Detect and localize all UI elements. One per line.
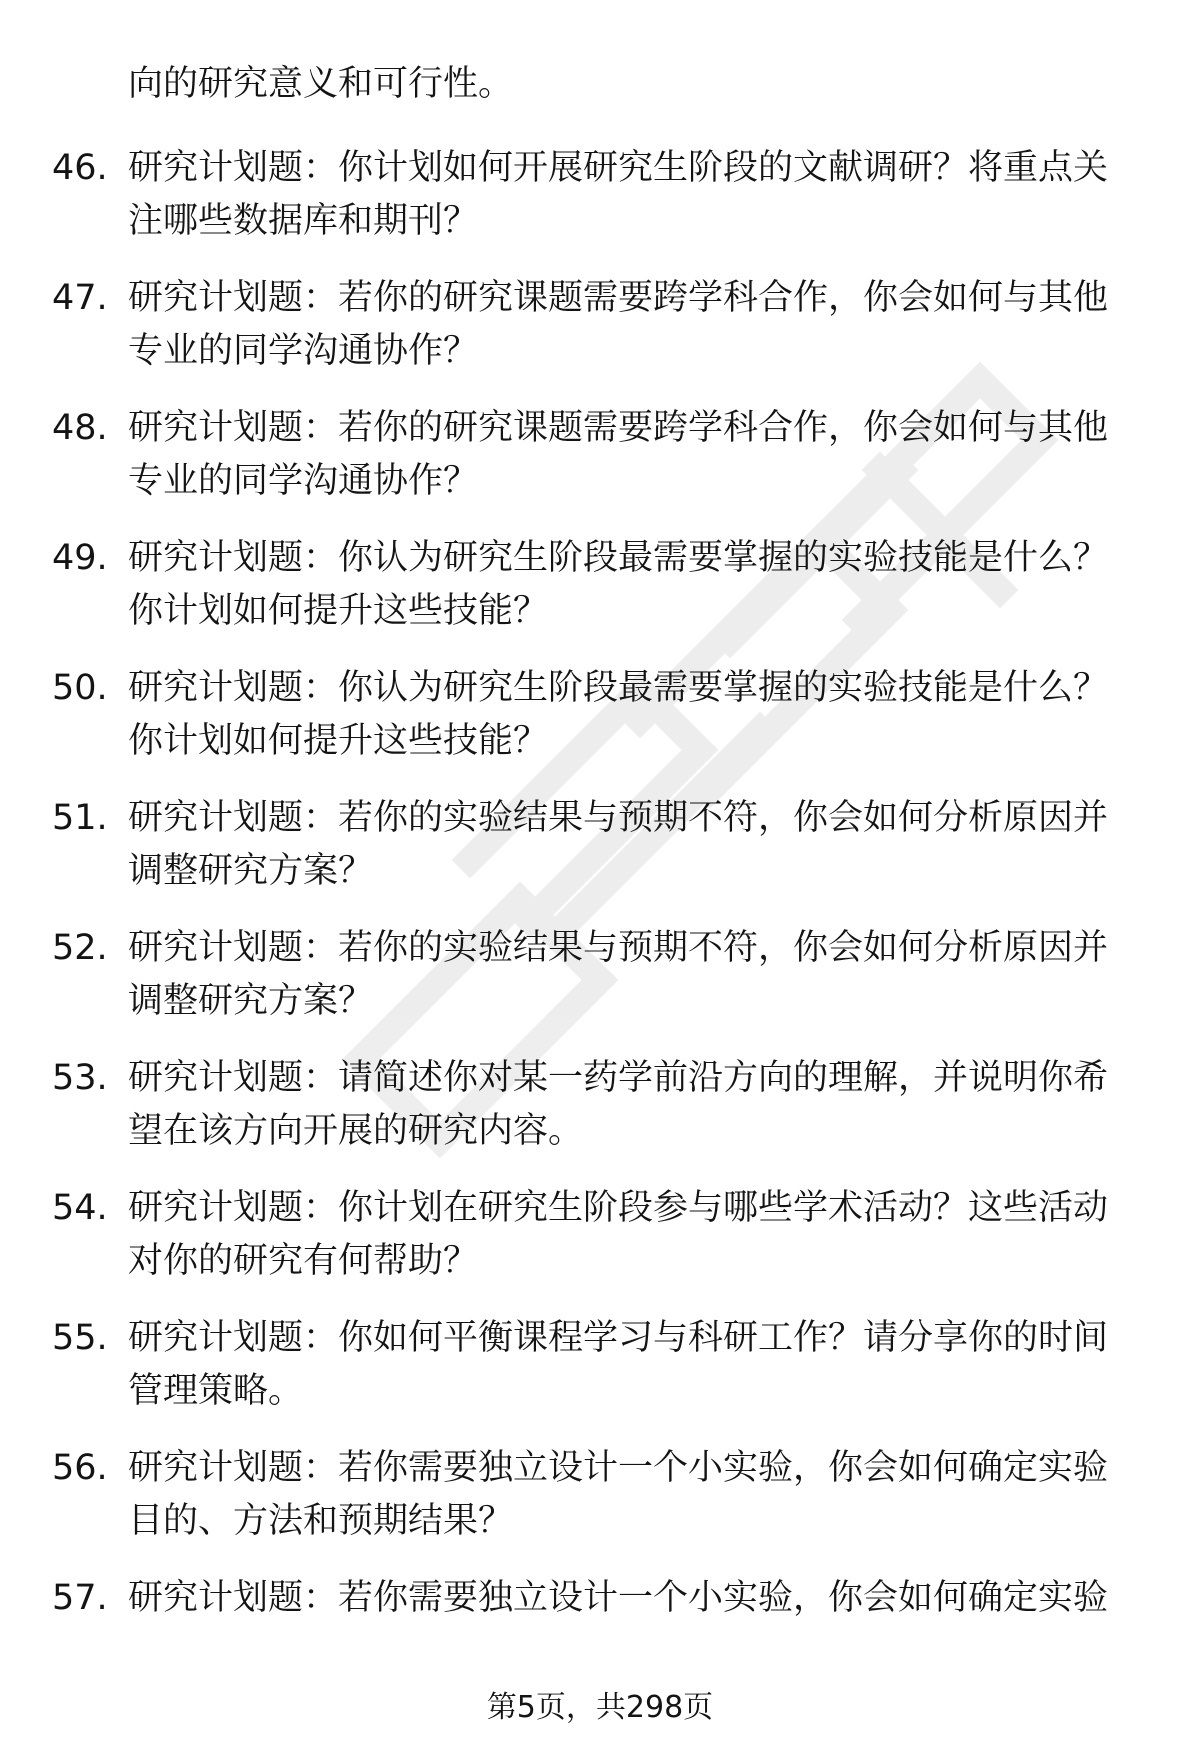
question-text: 研究计划题：若你的实验结果与预期不符，你会如何分析原因并调整研究方案？ [128, 928, 1109, 1021]
question-list [0, 142, 1200, 1702]
question-text: 研究计划题：若你需要独立设计一个小实验，你会如何确定实验目的、方法和预期结果？ [128, 1448, 1109, 1541]
list-item [0, 792, 1200, 922]
question-text: 研究计划题：若你的研究课题需要跨学科合作，你会如何与其他专业的同学沟通协作？ [128, 408, 1109, 501]
question-text: 研究计划题：你认为研究生阶段最需要掌握的实验技能是什么？你计划如何提升这些技能？ [128, 668, 1109, 761]
question-number: 52. [52, 928, 108, 968]
list-item [0, 1442, 1200, 1572]
list-item [0, 402, 1200, 532]
question-number: 55. [52, 1318, 108, 1358]
question-text: 研究计划题：你如何平衡课程学习与科研工作？请分享你的时间管理策略。 [128, 1318, 1109, 1411]
question-number: 48. [52, 408, 108, 448]
question-number: 56. [52, 1448, 108, 1488]
list-item [0, 532, 1200, 662]
list-item [0, 1312, 1200, 1442]
question-text: 研究计划题：你计划如何开展研究生阶段的文献调研？将重点关注哪些数据库和期刊？ [128, 148, 1109, 241]
question-number: 51. [52, 798, 108, 838]
continuation-text: 向的研究意义和可行性。 [128, 64, 514, 104]
question-text: 研究计划题：你计划在研究生阶段参与哪些学术活动？这些活动对你的研究有何帮助？ [128, 1188, 1109, 1281]
list-item [0, 1572, 1200, 1702]
question-text: 研究计划题：你认为研究生阶段最需要掌握的实验技能是什么？你计划如何提升这些技能？ [128, 538, 1109, 631]
question-number: 57. [52, 1578, 108, 1618]
question-text: 研究计划题：若你的实验结果与预期不符，你会如何分析原因并调整研究方案？ [128, 798, 1109, 891]
list-item [0, 1182, 1200, 1312]
list-item [0, 1052, 1200, 1182]
list-item [0, 662, 1200, 792]
list-item [0, 272, 1200, 402]
question-text: 研究计划题：若你的研究课题需要跨学科合作，你会如何与其他专业的同学沟通协作？ [128, 278, 1109, 371]
question-number: 49. [52, 538, 108, 578]
list-item [0, 142, 1200, 272]
page-number-footer: 第5页，共298页 [486, 1690, 714, 1725]
list-item [0, 922, 1200, 1052]
question-text: 研究计划题：请简述你对某一药学前沿方向的理解，并说明你希望在该方向开展的研究内容。 [128, 1058, 1109, 1151]
question-text: 研究计划题：若你需要独立设计一个小实验，你会如何确定实验 [128, 1578, 1109, 1618]
question-number: 46. [52, 148, 108, 188]
question-number: 47. [52, 278, 108, 318]
question-number: 54. [52, 1188, 108, 1228]
question-number: 53. [52, 1058, 108, 1098]
question-number: 50. [52, 668, 108, 708]
